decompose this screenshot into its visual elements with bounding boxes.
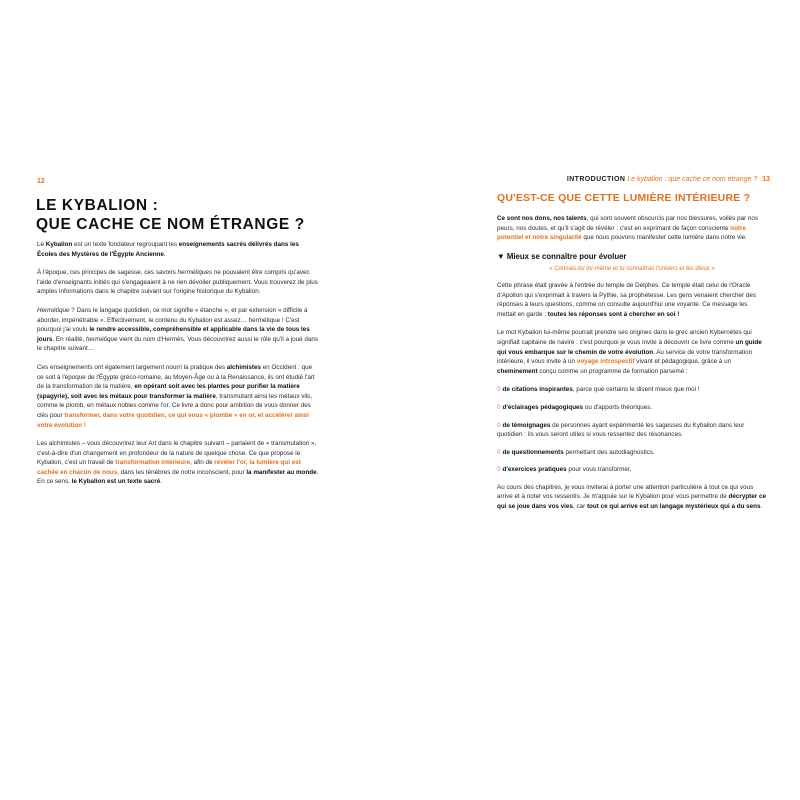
section-heading: QU'EST-CE QUE CETTE LUMIÈRE INTÉRIEURE ? <box>497 192 751 204</box>
list-item: ◊ de citations inspirantes, parce que certains le disent mieux que moi ! <box>497 386 700 394</box>
paragraph: Au cours des chapitres, je vous inviterai à porter une attention particulière à tout ce qui vous arrive et à noter vos ressentis. Je m'appuie sur le Kybalion pour vous permettre de décrypter ce qui se joue dans vos vies, car tout ce qui arrive est un langage mystérieux qui a du sens. <box>497 483 766 511</box>
subheading: ▼ Mieux se connaître pour évoluer <box>497 251 627 261</box>
paragraph: À l'époque, ces principes de sagesse, ces savoirs hermétiques ne pouvaient être compris qu'avec l'aide d'enseignants initiés qui s'engageaient à ne rien dévoiler publiquement. Vous trouverez de plus amples informations dans le chapitre suivant sur l'origine historique du Kybalion. <box>37 269 318 296</box>
diamond-icon: ◊ <box>497 386 501 394</box>
list-item: ◊ de témoignages de personnes ayant expérimenté les sagesses du Kybalion dans leur quotidien : ils vous seront utiles si vous ressentez des résonances. <box>497 421 745 439</box>
paragraph: Hermétique ? Dans le langage quotidien, ce mot signifie « étanche », et par extension « difficile à aborder, impénétrable ». Effectivement, le contenu du Kybalion est assez… hermétique ! C'est pourquoi j'ai voulu le rendre accessible, compréhensible et applicable dans la vie de tous les jours. En réalité, hermétique vient du nom d'Hermès. Vous découvrirez aussi le rôle qu'il a joué dans le chapitre suivant… <box>37 306 319 353</box>
right-page <box>400 0 800 800</box>
paragraph: Le mot Kybalion lui-même pourrait prendre ses origines dans le grec ancien Kybernètes qui signifiait capitaine de navire : c'est pourquoi je vous invite à découvrir ce livre comme un guide qui vous embarque sur le chemin de votre évolution. Au service de votre transformation intérieure, il vous invite à un voyage introspectif vivant et pédagogique, grâce à un cheminement conçu comme un programme de formation parsemé : <box>497 329 762 375</box>
diamond-icon: ◊ <box>497 403 501 411</box>
running-header <box>567 176 770 183</box>
chapter-title-line-1: LE KYBALION : <box>36 197 159 214</box>
running-title: Le kybalion : que cache ce nom étrange ? <box>627 176 758 183</box>
diamond-icon: ◊ <box>497 448 501 456</box>
diamond-icon: ◊ <box>497 466 501 474</box>
right-body <box>497 214 767 521</box>
list-item: ◊ d'exercices pratiques pour vous transformer. <box>497 466 632 474</box>
left-body <box>37 240 320 496</box>
paragraph: Les alchimistes – vous découvrirez leur Art dans le chapitre suivant – parlaient de « transmutation », c'est-à-dire d'un changement en profondeur de la nature de quelque chose. Ce que propose le Kybalion, c'est un travail de transformation intérieure, afin de révéler l'or, la lumière qui est cachée en chacun de nous, dans les ténèbres de notre inconscient, pour la manifester au monde. En ce sens, le Kybalion est un texte sacré. <box>37 440 319 486</box>
diamond-icon: ◊ <box>497 421 501 429</box>
paragraph: Le Kybalion est un texte fondateur regroupant les enseignements sacrés délivrés dans les Écoles des Mystères de l'Égypte Ancienne. <box>37 241 299 258</box>
page-number: 13 <box>762 176 770 183</box>
quote: « Connais-toi toi-même et tu connaîtras l'univers et les dieux » <box>549 266 715 273</box>
chapter-title <box>36 196 305 234</box>
paragraph: Cette phrase était gravée à l'entrée du temple de Delphes. Ce temple était celui de l'Oracle d'Apollon qui s'exprimait à travers la Pythie, sa prophétesse. Les gens venaient chercher des réponses à leurs questions, comme on consulte aujourd'hui une voyante. Ce message les mettait en garde : toutes les réponses sont à chercher en soi ! <box>497 281 756 318</box>
list-item: ◊ de questionnements permettant des autodiagnostics. <box>497 448 655 456</box>
paragraph: Ce sont nos dons, nos talents, qui sont souvent obscurcis par nos blessures, voilés par nos peurs, nos doutes, et qu'il s'agit de révéler : c'est en exprimant de façon consciente notre potentiel et notre singularité que nous pouvons manifester cette lumière dans notre vie. <box>497 215 759 242</box>
list-item: ◊ d'éclairages pédagogiques ou d'apports théoriques. <box>497 403 653 411</box>
running-section: INTRODUCTION <box>566 176 626 183</box>
paragraph: Ces enseignements ont également largement nourri la pratique des alchimistes en Occident : que ce soit à l'époque de l'Égypte gréco-romaine, au Moyen-Âge ou à la Renaissance, ils ont étudié l'art de la transformation de la matière, en opérant soit avec les plantes pour purifier la matière (spagyrie), soit avec les métaux pour transformer la matière, transmutant ainsi les métaux vils, comme le plomb, en métaux nobles comme l'or. Ce livre a donc pour ambition de vous donner des clés pour transformer, dans votre quotidien, ce qui vous « plombe » en or, et accélérer ainsi votre évolution ! <box>37 363 315 429</box>
page-number: 12 <box>37 178 45 185</box>
chapter-title-line-2: QUE CACHE CE NOM ÉTRANGE ? <box>36 216 305 233</box>
